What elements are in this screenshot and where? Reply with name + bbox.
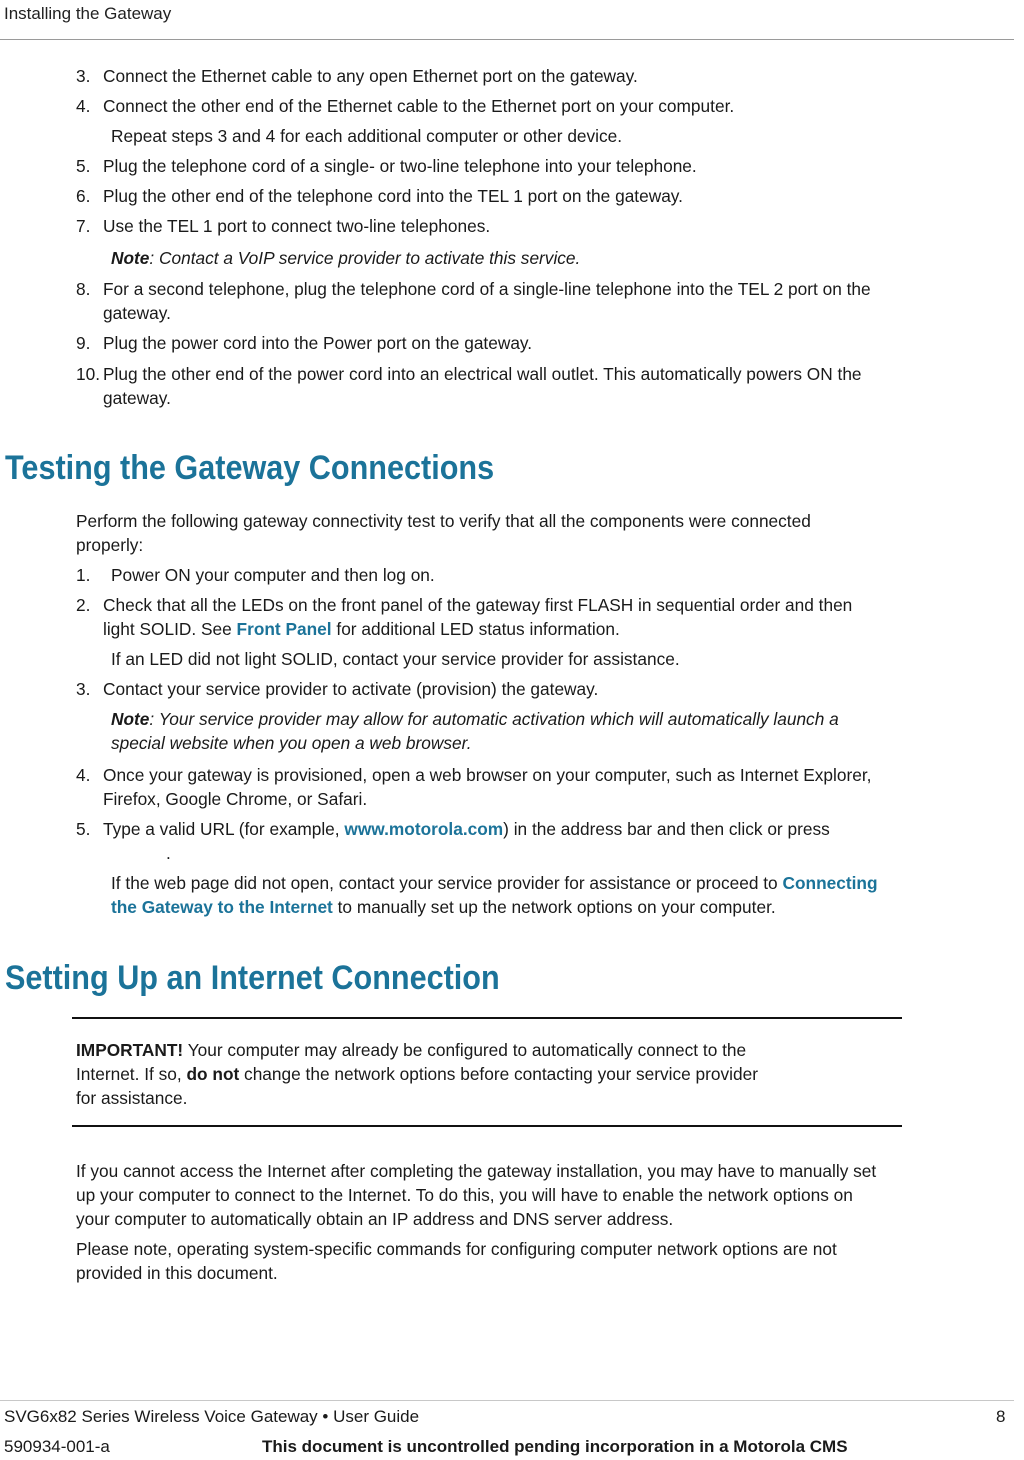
step-text: Plug the other end of the power cord into an electrical wall outlet. This automatically powers ON the <box>103 364 862 384</box>
paragraph: up your computer to connect to the Internet. To do this, you will have to enable the network options on <box>76 1185 853 1205</box>
step-text-continued: gateway. <box>103 388 171 408</box>
step-number: 4. <box>76 765 91 785</box>
footer-guide-title: SVG6x82 Series Wireless Voice Gateway • User Guide <box>4 1407 420 1426</box>
step-text-continued: Firefox, Google Chrome, or Safari. <box>103 789 368 809</box>
note-text: : Your service provider may allow for automatic activation which will automatically launch a <box>149 709 839 729</box>
step-text: Power ON your computer and then log on. <box>111 565 435 585</box>
note-label: Note <box>111 709 150 729</box>
list-item <box>76 593 852 617</box>
important-notice-line: Internet. If so, do not change the network options before contacting your service provider <box>76 1064 758 1084</box>
list-item <box>76 277 871 301</box>
step-subnote-continued: the Gateway to the Internet to manually set up the network options on your computer. <box>111 897 776 917</box>
motorola-url-link[interactable]: www.motorola.com <box>344 819 504 839</box>
step-number: 10. <box>76 364 101 384</box>
step-number: 2. <box>76 595 91 615</box>
connecting-gateway-link[interactable]: Connecting <box>782 873 878 893</box>
important-label: IMPORTANT! <box>76 1040 184 1060</box>
step-text-continued: light SOLID. See Front Panel for additional LED status information. <box>103 619 620 639</box>
list-item <box>76 763 871 787</box>
step-number: 4. <box>76 96 91 116</box>
step-number: 1. <box>76 565 91 585</box>
footer-divider <box>0 1400 1014 1401</box>
note <box>111 707 839 731</box>
step-number: 3. <box>76 66 91 86</box>
note <box>111 246 580 270</box>
step-number: 9. <box>76 333 91 353</box>
note-continued: special website when you open a web browser. <box>111 733 472 753</box>
section-heading-setup: Setting Up an Internet Connection <box>5 959 500 997</box>
page-header-title: Installing the Gateway <box>4 4 172 23</box>
page-number: 8 <box>996 1407 1006 1426</box>
footer-doc-id: 590934-001-a <box>4 1437 110 1456</box>
step-text: Connect the Ethernet cable to any open Ethernet port on the gateway. <box>103 66 638 86</box>
step-text-continued: gateway. <box>103 303 171 323</box>
front-panel-link[interactable]: Front Panel <box>236 619 332 639</box>
section-heading-testing: Testing the Gateway Connections <box>5 449 495 487</box>
paragraph: properly: <box>76 535 144 555</box>
list-item <box>76 677 598 701</box>
note-label: Note <box>111 248 150 268</box>
step-number: 7. <box>76 216 91 236</box>
step-number: 5. <box>76 156 91 176</box>
connecting-gateway-link-continued[interactable]: the Gateway to the Internet <box>111 897 333 917</box>
list-item <box>76 184 683 208</box>
list-item <box>76 563 435 587</box>
paragraph: provided in this document. <box>76 1263 278 1283</box>
step-text-continued: . <box>166 843 171 863</box>
paragraph: your computer to automatically obtain an IP address and DNS server address. <box>76 1209 674 1229</box>
list-item <box>76 64 638 88</box>
step-text: Use the TEL 1 port to connect two-line telephones. <box>103 216 491 236</box>
step-subnote: If an LED did not light SOLID, contact your service provider for assistance. <box>111 649 680 669</box>
step-text: Plug the other end of the telephone cord into the TEL 1 port on the gateway. <box>103 186 683 206</box>
important-box-bottom-rule <box>72 1125 902 1127</box>
important-box-top-rule <box>72 1017 902 1019</box>
header-divider <box>0 39 1014 40</box>
list-item <box>76 331 532 355</box>
step-text: For a second telephone, plug the telephone cord of a single-line telephone into the TEL 2 port on the <box>103 279 871 299</box>
list-item <box>76 214 490 238</box>
step-text: Plug the power cord into the Power port on the gateway. <box>103 333 533 353</box>
important-notice-line: for assistance. <box>76 1088 188 1108</box>
paragraph: If you cannot access the Internet after completing the gateway installation, you may have to manually set <box>76 1161 877 1181</box>
step-text: Connect the other end of the Ethernet cable to the Ethernet port on your computer. <box>103 96 735 116</box>
list-item: 5. Type a valid URL (for example, www.motorola.com) in the address bar and then click or press <box>76 819 830 839</box>
step-number: 3. <box>76 679 91 699</box>
important-notice: IMPORTANT! Your computer may already be configured to automatically connect to the <box>76 1040 747 1060</box>
step-text: Contact your service provider to activate (provision) the gateway. <box>103 679 599 699</box>
step-text: Once your gateway is provisioned, open a web browser on your computer, such as Internet Explorer, <box>103 765 872 785</box>
list-item <box>76 362 862 386</box>
paragraph: Please note, operating system-specific commands for configuring computer network options are not <box>76 1239 837 1259</box>
step-number: 8. <box>76 279 91 299</box>
footer-notice: This document is uncontrolled pending incorporation in a Motorola CMS <box>262 1437 848 1456</box>
step-number: 5. <box>76 819 91 839</box>
step-text: Check that all the LEDs on the front panel of the gateway first FLASH in sequential order and then <box>103 595 853 615</box>
step-number: 6. <box>76 186 91 206</box>
paragraph: Perform the following gateway connectivity test to verify that all the components were connected <box>76 511 811 531</box>
note-text: : Contact a VoIP service provider to activate this service. <box>149 248 581 268</box>
list-item <box>76 94 734 118</box>
step-subnote: If the web page did not open, contact your service provider for assistance or proceed to Connecting <box>111 873 878 893</box>
do-not-emphasis: do not <box>186 1064 240 1084</box>
list-item <box>76 154 697 178</box>
step-text: Plug the telephone cord of a single- or two-line telephone into your telephone. <box>103 156 697 176</box>
step-subnote: Repeat steps 3 and 4 for each additional computer or other device. <box>111 126 623 146</box>
